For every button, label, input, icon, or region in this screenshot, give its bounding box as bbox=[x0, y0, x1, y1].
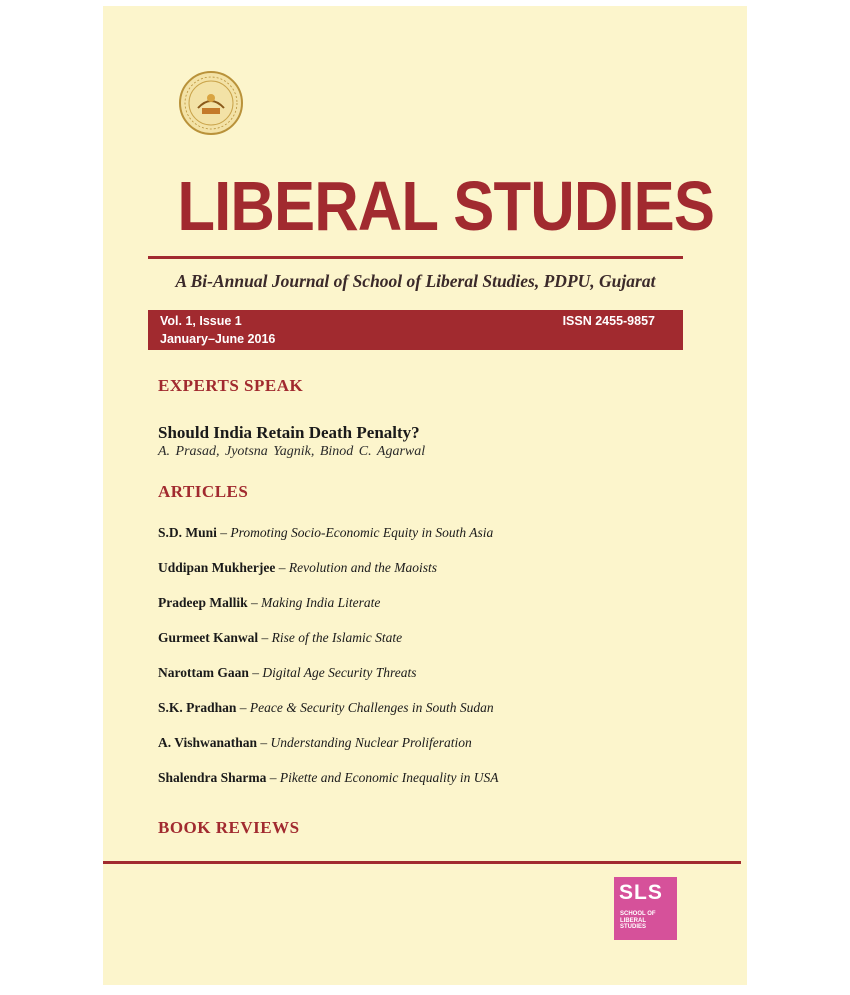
article-title: Understanding Nuclear Proliferation bbox=[270, 735, 472, 750]
article-author: S.D. Muni bbox=[158, 525, 217, 540]
article-entry: A. Vishwanathan – Understanding Nuclear Proliferation bbox=[158, 735, 472, 750]
issue-period: January–June 2016 bbox=[160, 332, 276, 346]
sls-logo-abbr: SLS bbox=[619, 881, 663, 904]
bottom-divider bbox=[103, 861, 741, 864]
article-entry: Uddipan Mukherjee – Revolution and the Maoists bbox=[158, 560, 437, 575]
article-entry: S.K. Pradhan – Peace & Security Challenges in South Sudan bbox=[158, 700, 494, 715]
article-author: Gurmeet Kanwal bbox=[158, 630, 259, 645]
journal-title: LIBERAL STUDIES bbox=[177, 167, 715, 245]
feature-authors: A. Prasad, Jyotsna Yagnik, Binod C. Agarwal bbox=[158, 444, 426, 459]
university-seal-icon bbox=[178, 70, 244, 136]
articles-heading: ARTICLES bbox=[158, 482, 249, 501]
article-author: A. Vishwanathan bbox=[158, 735, 258, 750]
article-entry: Gurmeet Kanwal – Rise of the Islamic State bbox=[158, 630, 403, 645]
article-title: Making India Literate bbox=[261, 595, 381, 610]
article-title: Peace & Security Challenges in South Sudan bbox=[249, 700, 494, 715]
journal-subtitle: A Bi-Annual Journal of School of Liberal Studies, PDPU, Gujarat bbox=[175, 271, 656, 291]
issue-band bbox=[148, 310, 683, 350]
article-title: Rise of the Islamic State bbox=[271, 630, 403, 645]
article-title: Promoting Socio-Economic Equity in South Asia bbox=[230, 525, 494, 540]
volume-issue: Vol. 1, Issue 1 bbox=[160, 314, 242, 328]
book-reviews-heading: BOOK REVIEWS bbox=[158, 818, 300, 837]
article-author: Uddipan Mukherjee bbox=[158, 560, 276, 575]
article-author: Pradeep Mallik bbox=[158, 595, 248, 610]
article-entry: Pradeep Mallik – Making India Literate bbox=[158, 595, 381, 610]
article-title: Pikette and Economic Inequality in USA bbox=[279, 770, 499, 785]
feature-title: Should India Retain Death Penalty? bbox=[158, 423, 420, 442]
sls-logo-fullname: SCHOOL OF LIBERAL STUDIES bbox=[620, 911, 656, 930]
article-author: S.K. Pradhan bbox=[158, 700, 237, 715]
article-title: Digital Age Security Threats bbox=[262, 665, 417, 680]
article-entry: S.D. Muni – Promoting Socio-Economic Equity in South Asia bbox=[158, 525, 494, 540]
article-author: Shalendra Sharma bbox=[158, 770, 267, 785]
sls-logo bbox=[614, 877, 677, 940]
article-title: Revolution and the Maoists bbox=[288, 560, 437, 575]
issn-number: ISSN 2455-9857 bbox=[562, 314, 655, 328]
article-entry: Shalendra Sharma – Pikette and Economic Inequality in USA bbox=[158, 770, 499, 785]
title-divider bbox=[148, 256, 683, 259]
experts-speak-heading: EXPERTS SPEAK bbox=[158, 376, 304, 395]
article-author: Narottam Gaan bbox=[158, 665, 249, 680]
article-entry: Narottam Gaan – Digital Age Security Threats bbox=[158, 665, 417, 680]
